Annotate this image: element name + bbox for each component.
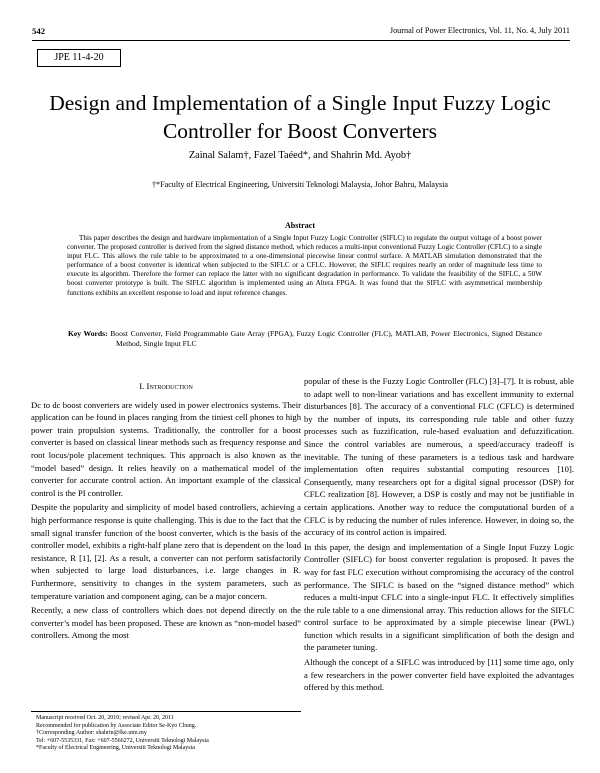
abstract-heading: Abstract [284, 221, 316, 230]
right-column [304, 375, 574, 696]
footnote: *Faculty of Electrical Engineering, Universiti Teknologi Malaysia [36, 745, 195, 751]
keywords-label: Key Words: [68, 329, 108, 338]
page-number: 542 [32, 26, 46, 36]
affiliation: †*Faculty of Electrical Engineering, Universiti Teknologi Malaysia, Johor Bahru, Malaysia [152, 180, 448, 189]
section-heading-introduction: I. Introduction [139, 381, 193, 391]
footnote: Recommended for publication by Associate Editor Se-Kyo Chung. [36, 722, 197, 729]
keywords [68, 329, 542, 349]
body-paragraph: Although the concept of a SIFLC was introduced by [11] some time ago, only a few researchers in the power converter field have exploited the advantages offered by this method. [304, 657, 574, 693]
body-paragraph: Recently, a new class of controllers which does not depend directly on the converter’s model has been proposed. These are known as “non-model based” controllers. Among the most [31, 605, 301, 641]
body-paragraph: Despite the popularity and simplicity of model based controllers, achieving a high performance response is quite challenging. This is due to the fact that the small signal transfer function of the boost converter, which is the basis of the controller model, exhibits a right-half plane zero that is dependent on the load resistance, R [1], [2]. As a result, a converter can not perform satisfactorily when subjected to large load disturbances, i.e. large changes in R. Furthermore, sensitivity to changes in the system parameters, such as temperature variation and component aging, can be a major concern. [31, 502, 301, 601]
left-column [31, 380, 301, 644]
body-paragraph: popular of these is the Fuzzy Logic Controller (FLC) [3]–[7]. It is robust, able to adapt well to non-linear variations and has excellent immunity to external disturbances [8]. The accuracy of a conventional FLC (CFLC) is determined by the number of inputs, its corresponding rule table and other fuzzy processes such as fuzzification, rule-based evaluation and defuzzification. Since the control variables are numerous, a speed/accuracy tradeoff is inevitable. The tuning of these parameters is a tedious task and hardware implementation often requires substantial computing resources [10]. Consequently, many researchers opt for a digital signal processor (DSP) for CFLC realization [8]. However, a DSP is costly and may not be justifiable in certain applications. Another way to reduce the computational burden of a CFLC is by reducing the number of rules inference. However, in doing so, the accuracy of its control action is impaired. [304, 376, 574, 538]
abstract-text: This paper describes the design and hardware implementation of a Single Input Fuzzy Logic Controller (SIFLC) to regulate the output voltage of a boost power converter. The proposed controller is derived from the signed distance method, which reduces a multi-input conventional Fuzzy Logic Controller (CFLC) to a single input FLC. This allows the rule table to be approximated to a one-dimensional piecewise linear control surface. A MATLAB simulation demonstrated that the performance of a boost converter is identical when subjected to the SIFLC or a CFLC. However, the SIFLC requires nearly an order of magnitude less time to execute its algorithm. Therefore the former can replace the latter with no significant degradation in performance. To validate the feasibility of the SIFLC, a 50W boost converter prototype is built. The SIFLC algorithm is implemented using an Altera FPGA. It was found that the SIFLC with asymmetrical membership functions exhibits an excellent response to load and input reference changes. [67, 234, 542, 297]
journal-citation: Journal of Power Electronics, Vol. 11, No. 4, July 2011 [389, 26, 570, 35]
footnotes [31, 711, 301, 753]
footnote: Tel: +607-5535331, Fax: +607-5566272, Universiti Teknologi Malaysia [36, 737, 209, 744]
footnote: †Corresponding Author: shahrin@fke.utm.my [36, 730, 147, 736]
keywords-text: Boost Converter, Field Programmable Gate Array (FPGA), Fuzzy Logic Controller (FLC), MATLAB, Power Electronics, Signed Distance Method, Single Input FLC [110, 329, 543, 348]
paper-title: Design and Implementation of a Single Input Fuzzy Logic Controller for Boost Converters [49, 91, 551, 143]
footnote: Manuscript received Oct. 20, 2010; revised Apr. 20, 2011 [36, 715, 174, 721]
body-paragraph: Dc to dc boost converters are widely used in power electronics systems. Their application can be found in places ranging from the tiniest cell phones to high power train propulsion systems. Traditionally, the controller for a boost converter is based on classical linear methods such as frequency response and root locus/pole placement techniques. This approach is also known as the “model based” design. It relies heavily on a mathematical model of the converter for accurate control action. An important example of the classical control is the PI controller. [31, 399, 301, 498]
author-list: Zainal Salam†, Fazel Taéed*, and Shahrin Md. Ayob† [188, 150, 412, 161]
body-paragraph: In this paper, the design and implementation of a Single Input Fuzzy Logic Controller (SIFLC) for boost converter regulation is proposed. It paves the way for fast FLC execution without compromising the accuracy of the control performance. The SIFLC is based on the “signed distance method” which reduces a multi-input CFLC into a single-input FLC. It effectively simplifies the rule table to a one dimensional array. This reduction allows for the SIFLC control surface to be approximated by a simple piecewise linear (PWL) function which results in a significant simplification of both the design and the parameter tuning. [304, 541, 574, 653]
paper-id-box: JPE 11-4-20 [37, 49, 121, 67]
running-header [32, 26, 570, 41]
